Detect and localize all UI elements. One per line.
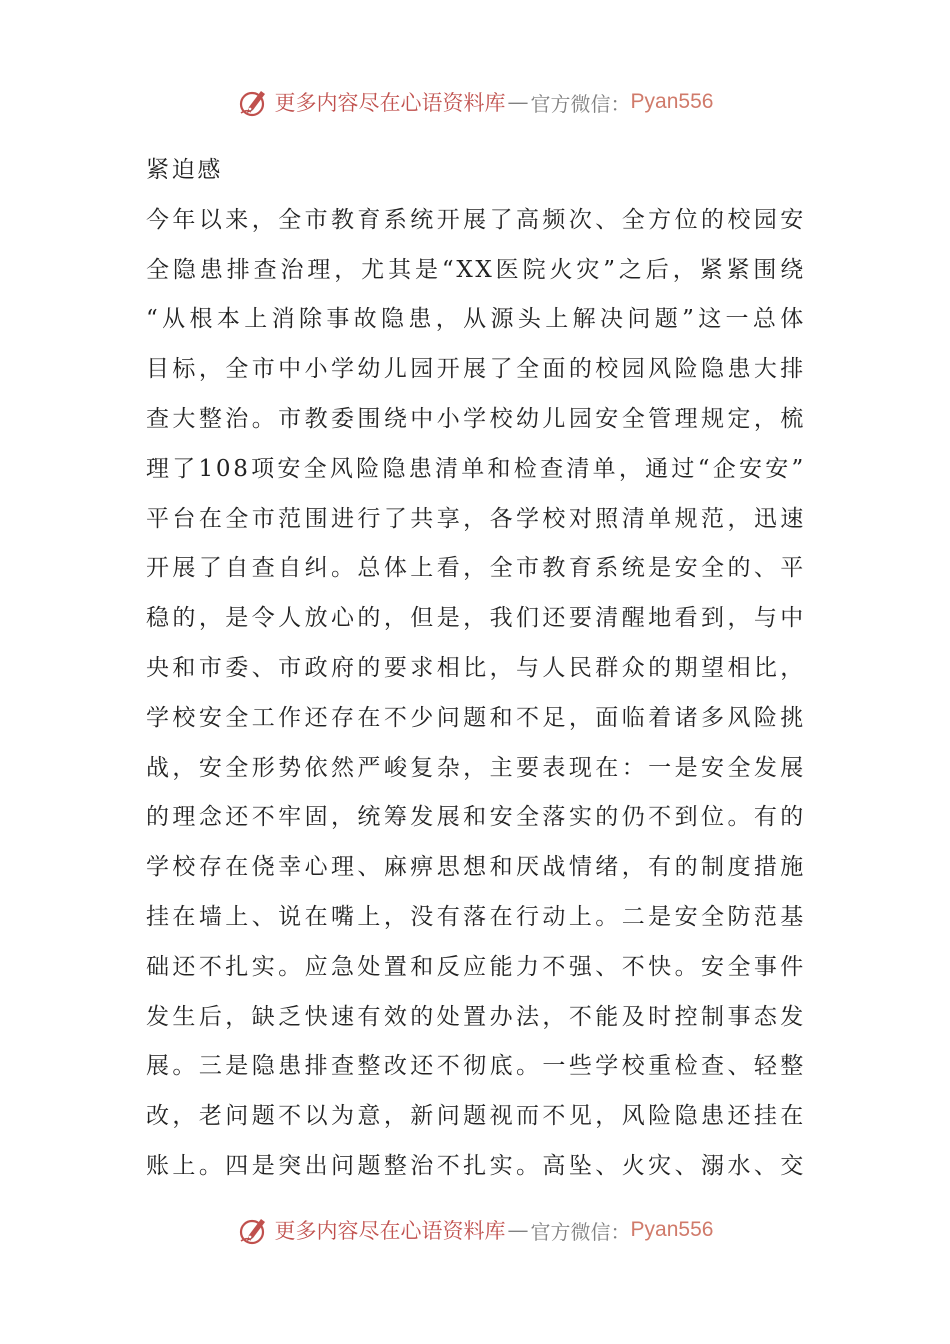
footer-banner [0, 1210, 950, 1250]
body-line: 战，安全形势依然严峻复杂，主要表现在：一是安全发展 [146, 754, 806, 781]
pen-nib-logo-icon [237, 85, 271, 119]
body-line: 目标，全市中小学幼儿园开展了全面的校园风险隐患大排 [146, 356, 806, 383]
body-line: 学校安全工作还存在不少问题和不足，面临着诸多风险挑 [146, 704, 806, 731]
body-line: 开展了自查自纠。总体上看，全市教育系统是安全的、平 [146, 555, 806, 582]
body-line: “从根本上消除事故隐患，从源头上解决问题”这一总体 [146, 306, 806, 333]
header-banner [0, 82, 950, 122]
body-line: 账上。四是突出问题整治不扎实。高坠、火灾、溺水、交 [146, 1152, 806, 1179]
header-wechat-label: 官方微信： [530, 91, 631, 116]
header-brand-text: 更多内容尽在心语资料库 [274, 91, 506, 115]
footer-wechat-label: 官方微信： [530, 1219, 631, 1244]
pen-nib-logo-icon [237, 1213, 271, 1247]
footer-wechat-id: Pyan556 [630, 1218, 714, 1241]
body-line: 挂在墙上、说在嘴上，没有落在行动上。二是安全防范基 [146, 903, 806, 930]
header-dash: — [507, 90, 529, 114]
body-line: 稳的，是令人放心的，但是，我们还要清醒地看到，与中 [146, 605, 806, 632]
body-line: 央和市委、市政府的要求相比，与人民群众的期望相比， [146, 654, 806, 681]
footer-brand-text: 更多内容尽在心语资料库 [274, 1219, 506, 1243]
body-line: 的理念还不牢固，统筹发展和安全落实的仍不到位。有的 [146, 804, 806, 831]
body-line: 础还不扎实。应急处置和反应能力不强、不快。安全事件 [146, 953, 806, 980]
body-line: 紧迫感 [146, 157, 224, 183]
body-line: 改，老问题不以为意，新问题视而不见，风险隐患还挂在 [146, 1103, 806, 1130]
footer-dash: — [507, 1218, 529, 1242]
document-body [146, 146, 806, 1192]
header-wechat-id: Pyan556 [630, 90, 714, 113]
body-line: 查大整治。市教委围绕中小学校幼儿园安全管理规定，梳 [146, 405, 806, 432]
body-line: 发生后，缺乏快速有效的处置办法，不能及时控制事态发 [146, 1003, 806, 1030]
body-line: 全隐患排查治理，尤其是“XX医院火灾”之后，紧紧围绕 [146, 256, 806, 283]
body-line: 平台在全市范围进行了共享，各学校对照清单规范，迅速 [146, 505, 806, 532]
body-line: 学校存在侥幸心理、麻痹思想和厌战情绪，有的制度措施 [146, 854, 806, 881]
body-line: 理了108项安全风险隐患清单和检查清单，通过“企安安” [146, 455, 806, 482]
body-line: 今年以来，全市教育系统开展了高频次、全方位的校园安 [146, 206, 806, 233]
body-line: 展。三是隐患排查整改还不彻底。一些学校重检查、轻整 [146, 1053, 806, 1080]
